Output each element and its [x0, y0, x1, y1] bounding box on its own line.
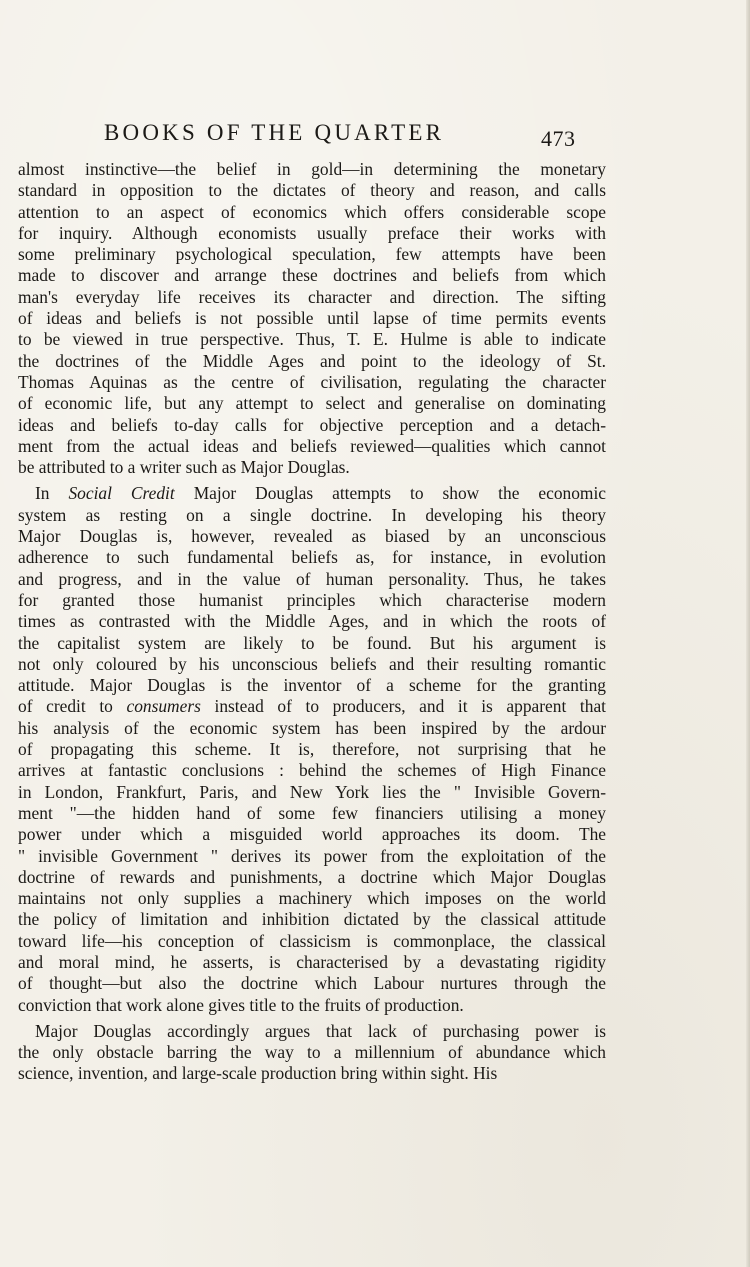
text-line: ideas and beliefs to-day calls for objective perception and a detach- — [18, 414, 606, 435]
text-line: be attributed to a writer such as Major Douglas. — [18, 457, 350, 478]
text-line: and progress, and in the value of human personality. Thus, he takes — [18, 568, 606, 589]
text-line: almost instinctive—the belief in gold—in determining the monetary — [18, 159, 606, 179]
text-line: ment from the actual ideas and beliefs reviewed—qualities which cannot — [18, 435, 606, 456]
text-line: to be viewed in true perspective. Thus, T. E. Hulme is able to indicate — [18, 329, 606, 350]
text-line: some preliminary psychological speculation, few attempts have been — [18, 244, 606, 265]
text-line: of economic life, but any attempt to select and generalise on dominating — [18, 393, 606, 414]
text-line: ment "—the hidden hand of some few financiers utilising a money — [18, 802, 606, 823]
text-line: system as resting on a single doctrine. In developing his theory — [18, 504, 606, 525]
text-line: of propagating this scheme. It is, therefore, not surprising that he — [18, 739, 606, 760]
paragraph — [18, 1021, 606, 1085]
text-line: attention to an aspect of economics which offers considerable scope — [18, 201, 606, 222]
text-line: for inquiry. Although economists usually preface their works with — [18, 222, 606, 243]
text-line: of thought—but also the doctrine which Labour nurtures through the — [18, 973, 606, 994]
text-line: and moral mind, he asserts, is characterised by a devastating rigidity — [18, 951, 606, 972]
text-line: of credit to consumers instead of to producers, and it is apparent that — [18, 696, 606, 717]
text-line: arrives at fantastic conclusions : behind the schemes of High Finance — [18, 760, 606, 781]
running-header — [0, 120, 750, 150]
text-line: conviction that work alone gives title to the fruits of production. — [18, 994, 464, 1015]
text-line: of ideas and beliefs is not possible until lapse of time permits events — [18, 308, 606, 329]
text-line: adherence to such fundamental beliefs as, for instance, in evolution — [18, 547, 606, 568]
text-line: not only coloured by his unconscious beliefs and their resulting romantic — [18, 653, 606, 674]
text-line: man's everyday life receives its character and direction. The sifting — [18, 286, 606, 307]
text-line: times as contrasted with the Middle Ages, and in which the roots of — [18, 611, 606, 632]
text-line: made to discover and arrange these doctrines and beliefs from which — [18, 265, 606, 286]
text-line: his analysis of the economic system has been inspired by the ardour — [18, 717, 606, 738]
text-line: maintains not only supplies a machinery which imposes on the world — [18, 888, 606, 909]
text-line: the doctrines of the Middle Ages and point to the ideology of St. — [18, 350, 606, 371]
paragraph — [18, 159, 606, 478]
running-title: BOOKS OF THE QUARTER — [104, 120, 445, 145]
text-line: Major Douglas accordingly argues that lack of purchasing power is — [35, 1020, 606, 1041]
paragraph — [18, 483, 606, 1015]
page-number: 473 — [541, 126, 576, 151]
text-line: for granted those humanist principles which characterise modern — [18, 589, 606, 610]
text-line: the only obstacle barring the way to a millennium of abundance which — [18, 1042, 606, 1063]
text-line: Major Douglas is, however, revealed as biased by an unconscious — [18, 526, 606, 547]
text-line: In Social Credit Major Douglas attempts to show the economic — [35, 483, 606, 504]
text-line: the capitalist system are likely to be found. But his argument is — [18, 632, 606, 653]
text-line: Thomas Aquinas as the centre of civilisation, regulating the character — [18, 371, 606, 392]
body-text — [18, 159, 606, 1085]
text-line: attitude. Major Douglas is the inventor of a scheme for the granting — [18, 675, 606, 696]
text-line: " invisible Government " derives its power from the exploitation of the — [18, 845, 606, 866]
text-line: toward life—his conception of classicism is commonplace, the classical — [18, 930, 606, 951]
page-edge — [746, 0, 750, 1267]
text-line: the policy of limitation and inhibition dictated by the classical attitude — [18, 909, 606, 930]
text-line: standard in opposition to the dictates of theory and reason, and calls — [18, 180, 606, 201]
text-line: science, invention, and large-scale production bring within sight. His — [18, 1063, 498, 1084]
text-line: power under which a misguided world approaches its doom. The — [18, 824, 606, 845]
text-line: doctrine of rewards and punishments, a doctrine which Major Douglas — [18, 866, 606, 887]
text-line: in London, Frankfurt, Paris, and New York lies the " Invisible Govern- — [18, 781, 606, 802]
